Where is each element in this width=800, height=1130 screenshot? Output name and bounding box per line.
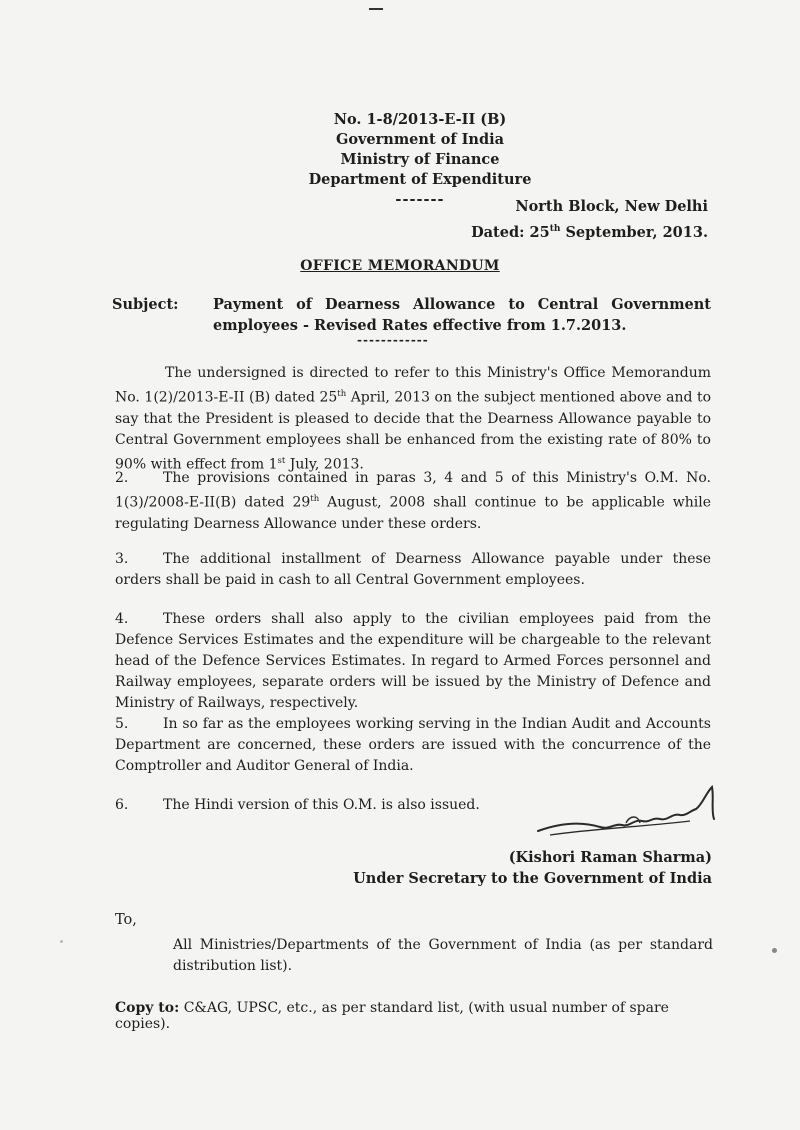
date-superscript: th [549,224,561,234]
paragraph-1-text-b: April, 2013 on the subject mentioned above and to say that the President is pleased to decide that the Dearness Allowance payable to Central Government employees shall be enhanced from the existing rate of 80% to 90% with effect from 1 [115,389,711,473]
date-prefix: Dated: 25 [471,223,550,241]
scan-speck [60,940,63,943]
paragraph-3 [115,549,711,591]
scan-mark [369,8,383,10]
paragraph-5-text: In so far as the employees working serving in the Indian Audit and Accounts Department are concerned, these orders are issued with the concurrence of the Comptroller and Auditor General of India. [115,716,711,774]
copy-to-text: C&AG, UPSC, etc., as per standard list, (with usual number of spare copies). [115,1000,669,1032]
department-name: Department of Expenditure [308,171,532,188]
paragraph-2-sup: th [310,494,320,504]
paragraph-2 [115,468,711,535]
handwritten-signature [530,783,730,843]
paragraph-2-text-a: The provisions contained in paras 3, 4 and 5 of this Ministry's O.M. No. 1(3)/2008-E-II(B) dated 29 [115,470,711,511]
paragraph-number: 2. [115,470,129,486]
place-date-block [448,196,708,244]
scan-speck [772,948,777,953]
subject-label: Subject: [112,296,179,313]
copy-to-label: Copy to: [115,1000,180,1016]
paragraph-3-text: The additional installment of Dearness Allowance payable under these orders shall be paid in cash to all Central Government employees. [115,551,711,588]
signatory-name: (Kishori Raman Sharma) [508,849,712,866]
paragraph-number: 6. [115,797,129,813]
copy-to-line [115,1000,725,1032]
paragraph-number: 4. [115,611,129,627]
paragraph-4-text: These orders shall also apply to the civilian employees paid from the Defence Services Estimates and the expenditure will be chargeable to the relevant head of the Defence Services Estimates. In regard to Armed Forces personnel and Railway employees, separate orders will be issued by the Ministry of Defence and Ministry of Railways, respectively. [115,611,711,711]
subject-text: Payment of Dearness Allowance to Central Government employees - Revised Rates effective from 1.7.2013. [213,296,711,334]
paragraph-1-sup-2: st [277,455,286,466]
paragraph-4 [115,609,711,714]
subject-separator: ------------ [357,333,429,347]
paragraph-1-text-a: The undersigned is directed to refer to this Ministry's Office Memorandum No. 1(2)/2013-E-II (B) dated 25 [115,365,711,406]
memo-date [448,218,708,244]
recipients: All Ministries/Departments of the Government of India (as per standard distribution list). [173,937,713,974]
signatory-designation: Under Secretary to the Government of India [353,870,712,887]
paragraph-5 [115,714,711,777]
place-location: North Block, New Delhi [515,198,708,215]
ministry-name: Ministry of Finance [340,151,500,168]
paragraph-1 [115,363,711,475]
date-suffix: September, 2013. [560,223,708,241]
file-number: No. 1-8/2013-E-II (B) [333,111,507,128]
header-separator: ------- [395,191,445,208]
paragraph-number: 5. [115,716,129,732]
paragraph-2-text-b: August, 2008 shall continue to be applicable while regulating Dearness Allowance under these orders. [115,494,711,532]
paragraph-6-text: The Hindi version of this O.M. is also issued. [163,797,480,813]
to-label: To, [115,912,137,928]
government-name: Government of India [335,131,505,148]
letterhead [300,110,540,210]
paragraph-1-sup-1: th [337,389,347,399]
memo-title: OFFICE MEMORANDUM [300,258,500,274]
paragraph-number: 3. [115,551,129,567]
paragraph-1-text-c: July, 2013. [285,456,364,473]
